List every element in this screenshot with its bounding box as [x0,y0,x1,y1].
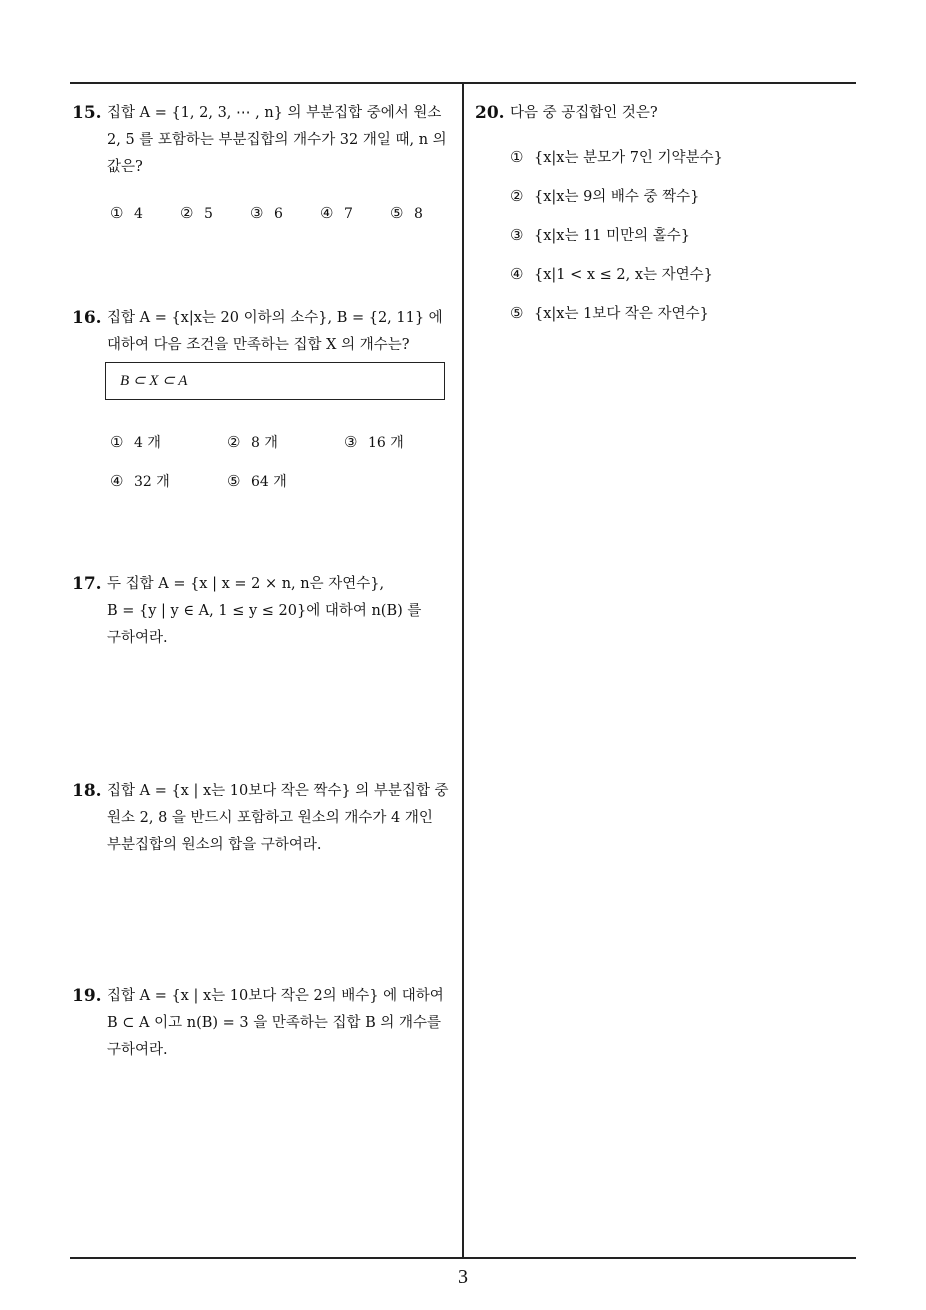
bottom-rule [70,1257,856,1259]
question-number: 20. [475,103,505,123]
stem-line: B ⊂ A 이고 n(B) = 3 을 만족하는 집합 B 의 개수를 [107,1015,442,1031]
choice-5[interactable]: ⑤ 8 [390,204,423,222]
stem-line: 집합 A = {x | x는 10보다 작은 2의 배수} 에 대하여 [107,988,444,1004]
question-number: 15. [72,103,102,123]
question-stem [107,305,462,359]
q15-choices [110,204,460,222]
q16-choices-row-1 [110,432,461,452]
choice-2[interactable]: ② {x|x는 9의 배수 중 짝수} [510,187,700,205]
question-stem [107,778,462,859]
question-18 [72,778,462,859]
question-stem: 다음 중 공집합인 것은? [510,105,658,121]
question-stem [107,100,462,181]
question-number: 19. [72,986,102,1006]
question-17 [72,571,462,652]
stem-line: 원소 2, 8 을 반드시 포함하고 원소의 개수가 4 개인 [107,810,433,826]
question-number: 18. [72,781,102,801]
question-19 [72,983,462,1064]
stem-line: 부분집합의 원소의 합을 구하여라. [107,837,322,853]
question-number: 16. [72,308,102,328]
stem-line: B = {y | y ∈ A, 1 ≤ y ≤ 20}에 대하여 n(B) 를 [107,603,422,619]
choice-4[interactable]: ④ 32 개 [110,472,170,490]
choice-3[interactable]: ③ {x|x는 11 미만의 홀수} [510,226,691,244]
condition-box: B ⊂ X ⊂ A [105,362,445,400]
choice-2[interactable]: ② 5 [180,204,213,222]
choice-4[interactable]: ④ 7 [320,204,353,222]
stem-line: 집합 A = {x|x는 20 이하의 소수}, B = {2, 11} 에 [107,310,443,326]
question-stem [107,983,462,1064]
question-stem [107,571,462,652]
question-15 [72,100,462,181]
choice-2[interactable]: ② 8 개 [227,433,278,451]
stem-line: 대하여 다음 조건을 만족하는 집합 X 의 개수는? [107,337,410,353]
stem-line: 집합 A = {1, 2, 3, ⋯ , n} 의 부분집합 중에서 원소 [107,105,442,121]
choice-5[interactable]: ⑤ {x|x는 1보다 작은 자연수} [510,304,709,322]
choice-1[interactable]: ① 4 [110,204,143,222]
stem-line: 집합 A = {x | x는 10보다 작은 짝수} 의 부분집합 중 [107,783,449,799]
choice-1[interactable]: ① {x|x는 분모가 7인 기약분수} [510,148,723,166]
question-number: 17. [72,574,102,594]
question-20 [475,100,845,127]
column-divider [462,82,464,1259]
stem-line: 두 집합 A = {x | x = 2 × n, n은 자연수}, [107,576,385,592]
page-number: 3 [458,1266,468,1288]
stem-line: 구하여라. [107,630,168,646]
choice-3[interactable]: ③ 6 [250,204,283,222]
q16-choices-row-2 [110,471,344,491]
stem-line: 값은? [107,159,143,175]
choice-5[interactable]: ⑤ 64 개 [227,472,287,490]
choice-3[interactable]: ③ 16 개 [344,433,404,451]
choice-1[interactable]: ① 4 개 [110,433,161,451]
choice-4[interactable]: ④ {x|1 < x ≤ 2, x는 자연수} [510,265,713,283]
q20-choices [510,146,840,341]
stem-line: 구하여라. [107,1042,168,1058]
question-16 [72,305,462,359]
stem-line: 2, 5 를 포함하는 부분집합의 개수가 32 개일 때, n 의 [107,132,447,148]
